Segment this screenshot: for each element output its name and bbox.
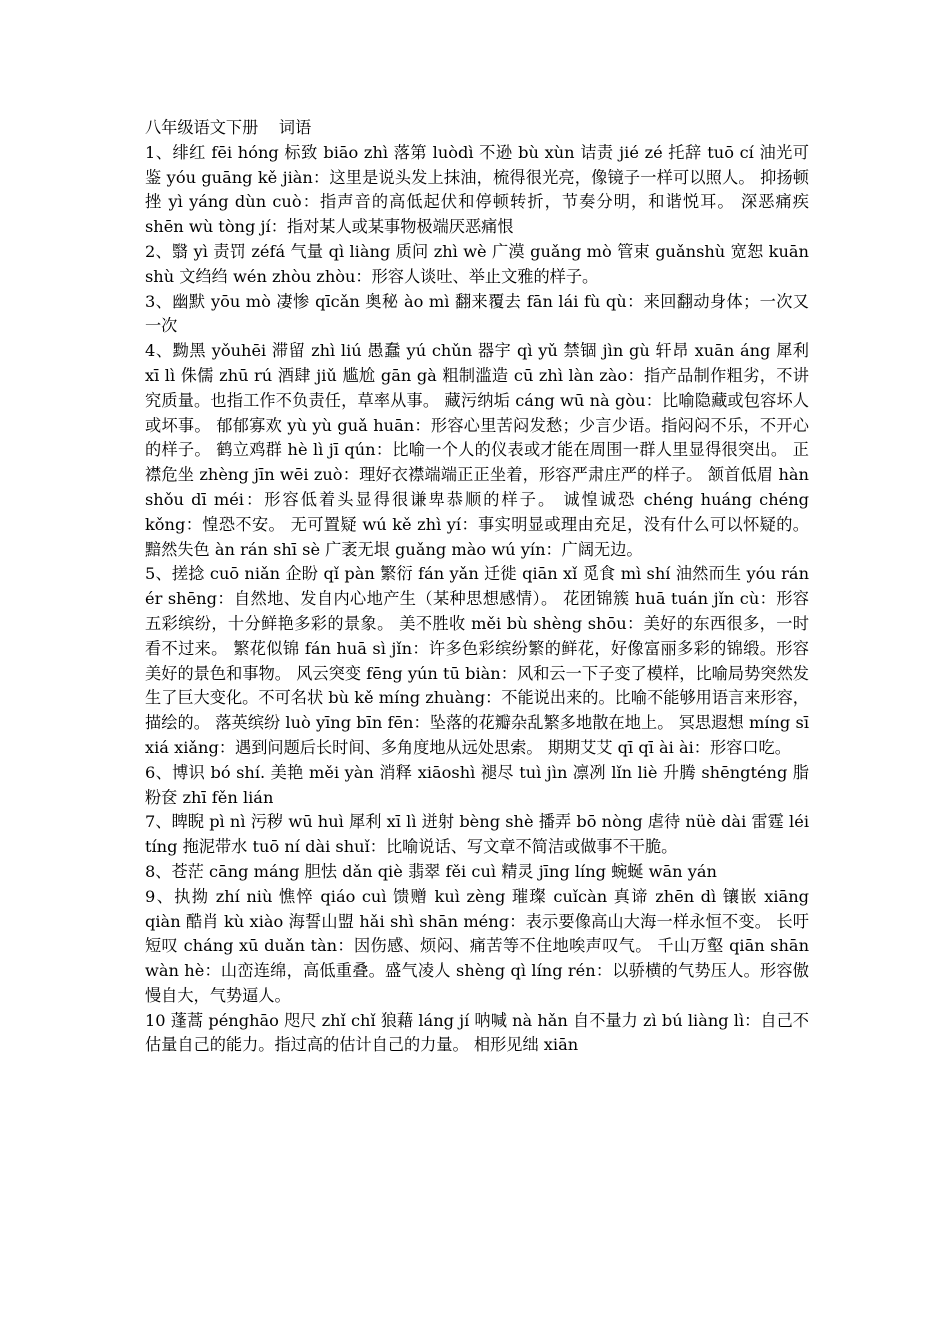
vocab-group-6: 6、博识 bó shí. 美艳 měi yàn 消释 xiāoshì 褪尽 tuì jìn 凛冽 lǐn liè 升腾 shēngténg 脂粉奁 zhī fěn lián xyxy=(145,762,809,807)
vocab-group-4: 4、黝黑 yǒuhēi 滞留 zhì liú 愚蠢 yú chǔn 器宇 qì yǔ 禁锢 jìn gù 轩昂 xuān áng 犀利 xī lì 侏儒 zhū rú 酒肆 jiǔ 尴尬 gān gà 粗制滥造 cū zhì làn zào：指产品制作粗劣，不讲究质量。也指工作不负责任，草率从事。 藏污纳垢 cáng wū nà gòu：比喻隐藏或包容坏人或坏事。 郁郁寡欢 yù yù guǎ huān：形容心里苦闷发愁；少言少语。指闷闷不乐，不开心的样子。 鹤立鸡群 hè lì jī qún：比喻一个人的仪表或才能在周围一群人里显得很突出。 正襟危坐 zhèng jīn wēi zuò：理好衣襟端端正正坐着，形容严肃庄严的样子。 颔首低眉 hàn shǒu dī méi：形容低着头显得很谦卑恭顺的样子。 诚惶诚恐 chéng huáng chéng kǒng：惶恐不安。 无可置疑 wú kě zhì yí：事实明显或理由充足，没有什么可以怀疑的。 黯然失色 àn rán shī sè 广袤无垠 guǎng mào wú yín：广阔无边。 xyxy=(145,341,809,559)
vocab-group-3: 3、幽默 yōu mò 凄惨 qīcǎn 奥秘 ào mì 翻来覆去 fān lái fù qù：来回翻动身体；一次又一次 xyxy=(145,291,809,336)
vocab-group-5: 5、搓捻 cuō niǎn 企盼 qǐ pàn 繁衍 fán yǎn 迁徙 qiān xǐ 觅食 mì shí 油然而生 yóu rán ér shēng：自然地、发自内心地产生（某种思想感情）。 花团锦簇 huā tuán jǐn cù：形容五彩缤纷，十分鲜艳多彩的景象。 美不胜收 měi bù shèng shōu：美好的东西很多，一时看不过来。 繁花似锦 fán huā sì jǐn：许多色彩缤纷繁的鲜花，好像富丽多彩的锦缎。形容美好的景色和事物。 风云突变 fēng yún tū biàn：风和云一下子变了模样，比喻局势突然发生了巨大变化。不可名状 bù kě míng zhuàng：不能说出来的。比喻不能够用语言来形容，描绘的。 落英缤纷 luò yīng bīn fēn：坠落的花瓣杂乱繁多地散在地上。 冥思遐想 míng sī xiá xiǎng：遇到问题后长时间、多角度地从远处思索。 期期艾艾 qī qī ài ài：形容口吃。 xyxy=(145,564,809,757)
vocab-group-7: 7、睥睨 pì nì 污秽 wū huì 犀利 xī lì 迸射 bèng shè 播弄 bō nòng 虐待 nüè dài 雷霆 léi tíng 拖泥带水 tuō ní dài shuǐ：比喻说话、写文章不简洁或做事不干脆。 xyxy=(145,812,809,857)
vocab-group-8: 8、苍茫 cāng máng 胆怯 dǎn qiè 翡翠 fěi cuì 精灵 jīng líng 蜿蜒 wān yán xyxy=(145,861,717,881)
vocab-group-9: 9、执拗 zhí niù 憔悴 qiáo cuì 馈赠 kuì zèng 璀璨 cuǐcàn 真谛 zhēn dì 镶嵌 xiāng qiàn 酷肖 kù xiào 海誓山盟 hǎi shì shān méng：表示要像高山大海一样永恒不变。 长吁短叹 cháng xū duǎn tàn：因伤感、烦闷、痛苦等不住地唉声叹气。 千山万壑 qiān shān wàn hè：山峦连绵，高低重叠。盛气凌人 shèng qì líng rén：以骄横的气势压人。形容傲慢自大，气势逼人。 xyxy=(145,886,809,1005)
document-page xyxy=(145,116,809,1058)
document-title: 八年级语文下册 词语 xyxy=(145,118,312,137)
vocab-group-1: 1、绯红 fēi hóng 标致 biāo zhì 落第 luòdì 不逊 bù xùn 诘责 jié zé 托辞 tuō cí 油光可鉴 yóu guāng kě jiàn：这里是说头发上抹油，梳得很光亮，像镜子一样可以照人。 抑扬顿挫 yì yáng dùn cuò：指声音的高低起伏和停顿转折，节奏分明，和谐悦耳。 深恶痛疾 shēn wù tòng jí：指对某人或某事物极端厌恶痛恨 xyxy=(145,142,809,237)
vocab-group-2: 2、翳 yì 责罚 zéfá 气量 qì liàng 质问 zhì wè 广漠 guǎng mò 管束 guǎnshù 宽恕 kuān shù 文绉绉 wén zhòu zhòu：形容人谈吐、举止文雅的样子。 xyxy=(145,241,809,286)
vocab-group-10: 10 蓬蒿 pénghāo 咫尺 zhǐ chǐ 狼藉 láng jí 呐喊 nà hǎn 自不量力 zì bú liàng lì：自己不估量自己的能力。指过高的估计自己的力量。 相形见绌 xiān xyxy=(145,1010,809,1055)
